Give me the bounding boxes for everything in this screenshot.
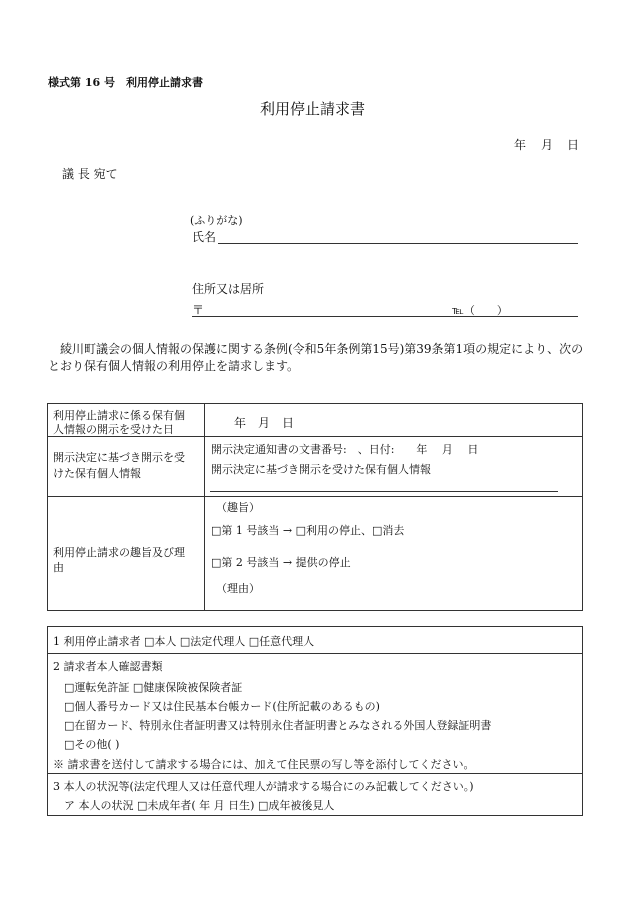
purpose-label: （趣旨） — [216, 501, 260, 514]
id-doc-option-4[interactable]: □その他( ) — [64, 738, 120, 751]
option-item-1[interactable]: □第 1 号該当 → □利用の停止、□消去 — [211, 524, 405, 537]
row1-label-line2: 人情報の開示を受けた日 — [53, 423, 174, 436]
option-item-2[interactable]: □第 2 号該当 → 提供の停止 — [211, 556, 351, 569]
intro-line-1: 綾川町議会の個人情報の保護に関する条例(令和5年条例第15号)第39条第1項の規定により、次の — [60, 342, 584, 356]
notes-divider — [47, 773, 583, 774]
mail-note: ※ 請求書を送付して請求する場合には、加えて住民票の写し等を添付してください。 — [53, 758, 475, 771]
requester-type-options[interactable]: 1 利用停止請求者 □本人 □法定代理人 □任意代理人 — [53, 635, 315, 648]
form-number: 様式第 16 号 利用停止請求書 — [48, 76, 203, 89]
id-documents-heading: 2 請求者本人確認書類 — [53, 660, 163, 673]
date-day: 日 — [567, 138, 580, 152]
date-month: 月 — [541, 138, 554, 152]
row2-info-line: 開示決定に基づき開示を受けた保有個人情報 — [211, 463, 431, 476]
furigana-label: (ふりがな) — [190, 214, 243, 227]
address-label: 住所又は居所 — [192, 282, 265, 296]
row1-date-value[interactable]: 年 月 日 — [234, 416, 295, 430]
page-title: 利用停止請求書 — [260, 100, 366, 118]
row3-label-line1: 利用停止請求の趣旨及び理 — [53, 546, 185, 559]
name-label: 氏名 — [192, 230, 217, 244]
row2-answer-line[interactable] — [210, 491, 558, 492]
table-row-divider — [47, 496, 583, 497]
id-doc-option-2[interactable]: □個人番号カード又は住民基本台帳カード(住所記載のあるもの) — [64, 700, 380, 713]
row2-label-line1: 開示決定に基づき開示を受 — [53, 451, 185, 464]
date-year: 年 — [514, 138, 527, 152]
addressee: 議 長 宛て — [62, 167, 118, 181]
table-column-divider — [204, 403, 205, 611]
postal-mark: 〒 — [192, 303, 205, 317]
id-doc-option-1[interactable]: □運転免許証 □健康保険被保険者証 — [64, 681, 243, 694]
row1-label-line1: 利用停止請求に係る保有個 — [53, 409, 185, 422]
id-doc-option-3[interactable]: □在留カード、特別永住者証明書又は特別永住者証明書とみなされる外国人登録証明書 — [64, 719, 492, 732]
status-options[interactable]: ア 本人の状況 □未成年者( 年 月 日生) □成年被後見人 — [64, 799, 335, 812]
status-heading: 3 本人の状況等(法定代理人又は任意代理人が請求する場合にのみ記載してください。) — [53, 780, 474, 793]
intro-line-2: とおり保有個人情報の利用停止を請求します。 — [48, 359, 300, 373]
row2-doc-number-line[interactable]: 開示決定通知書の文書番号: 、日付: 年 月 日 — [211, 443, 479, 456]
row2-label-line2: けた保有個人情報 — [53, 467, 141, 480]
tel-label: ℡（ ） — [452, 304, 508, 317]
name-field[interactable] — [218, 243, 578, 244]
reason-label: （理由） — [216, 582, 260, 595]
address-field[interactable] — [192, 316, 578, 317]
notes-divider — [47, 653, 583, 654]
row3-label-line2: 由 — [53, 561, 64, 574]
